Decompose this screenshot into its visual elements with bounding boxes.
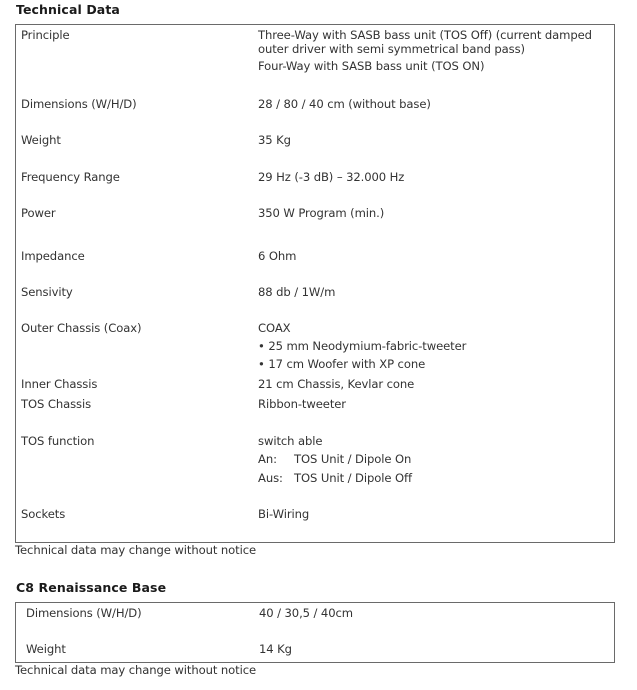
weight-label: Weight xyxy=(21,133,61,147)
outer-chassis-label: Outer Chassis (Coax) xyxy=(21,321,142,335)
principle-label: Principle xyxy=(21,28,70,42)
inner-chassis-value: 21 cm Chassis, Kevlar cone xyxy=(258,377,415,391)
sockets-value: Bi-Wiring xyxy=(258,507,310,521)
frequency-range-label: Frequency Range xyxy=(21,170,120,184)
principle-value-line1: Three-Way with SASB bass unit (TOS Off) (current damped xyxy=(258,28,592,42)
outer-chassis-bullet-woofer: • 17 cm Woofer with XP cone xyxy=(258,357,426,371)
sensivity-value: 88 db / 1W/m xyxy=(258,285,336,299)
tos-function-aus-value: TOS Unit / Dipole Off xyxy=(294,471,412,485)
outer-chassis-bullet-tweeter: • 25 mm Neodymium-fabric-tweeter xyxy=(258,339,467,353)
impedance-value: 6 Ohm xyxy=(258,249,297,263)
technical-data-table xyxy=(15,24,615,543)
power-label: Power xyxy=(21,206,56,220)
dimensions-value: 28 / 80 / 40 cm (without base) xyxy=(258,97,431,111)
base-dimensions-label: Dimensions (W/H/D) xyxy=(26,606,142,620)
technical-data-heading: Technical Data xyxy=(16,2,120,17)
impedance-label: Impedance xyxy=(21,249,85,263)
tos-function-aus xyxy=(258,471,412,485)
base-heading: C8 Renaissance Base xyxy=(16,580,167,595)
tos-chassis-label: TOS Chassis xyxy=(21,397,92,411)
dimensions-label: Dimensions (W/H/D) xyxy=(21,97,137,111)
principle-value-line3: Four-Way with SASB bass unit (TOS ON) xyxy=(258,59,485,73)
tos-function-an-value: TOS Unit / Dipole On xyxy=(294,452,412,466)
outer-chassis-value: COAX xyxy=(258,321,291,335)
sensivity-label: Sensivity xyxy=(21,285,73,299)
base-dimensions-value: 40 / 30,5 / 40cm xyxy=(259,606,353,620)
base-weight-value: 14 Kg xyxy=(259,642,292,656)
tos-function-label: TOS function xyxy=(21,434,95,448)
tos-chassis-value: Ribbon-tweeter xyxy=(258,397,346,411)
tos-function-value: switch able xyxy=(258,434,323,448)
base-table xyxy=(15,602,615,663)
inner-chassis-label: Inner Chassis xyxy=(21,377,98,391)
weight-value: 35 Kg xyxy=(258,133,291,147)
base-weight-label: Weight xyxy=(26,642,66,656)
principle-value-line2: outer driver with semi symmetrical band pass) xyxy=(258,42,525,56)
tos-function-an xyxy=(258,452,411,466)
tos-function-aus-prefix: Aus: xyxy=(258,471,283,485)
sockets-label: Sockets xyxy=(21,507,66,521)
frequency-range-value: 29 Hz (-3 dB) – 32.000 Hz xyxy=(258,170,405,184)
power-value: 350 W Program (min.) xyxy=(258,206,385,220)
technical-data-notice: Technical data may change without notice xyxy=(15,543,257,557)
tos-function-an-prefix: An: xyxy=(258,452,277,466)
base-data-notice: Technical data may change without notice xyxy=(15,663,257,677)
